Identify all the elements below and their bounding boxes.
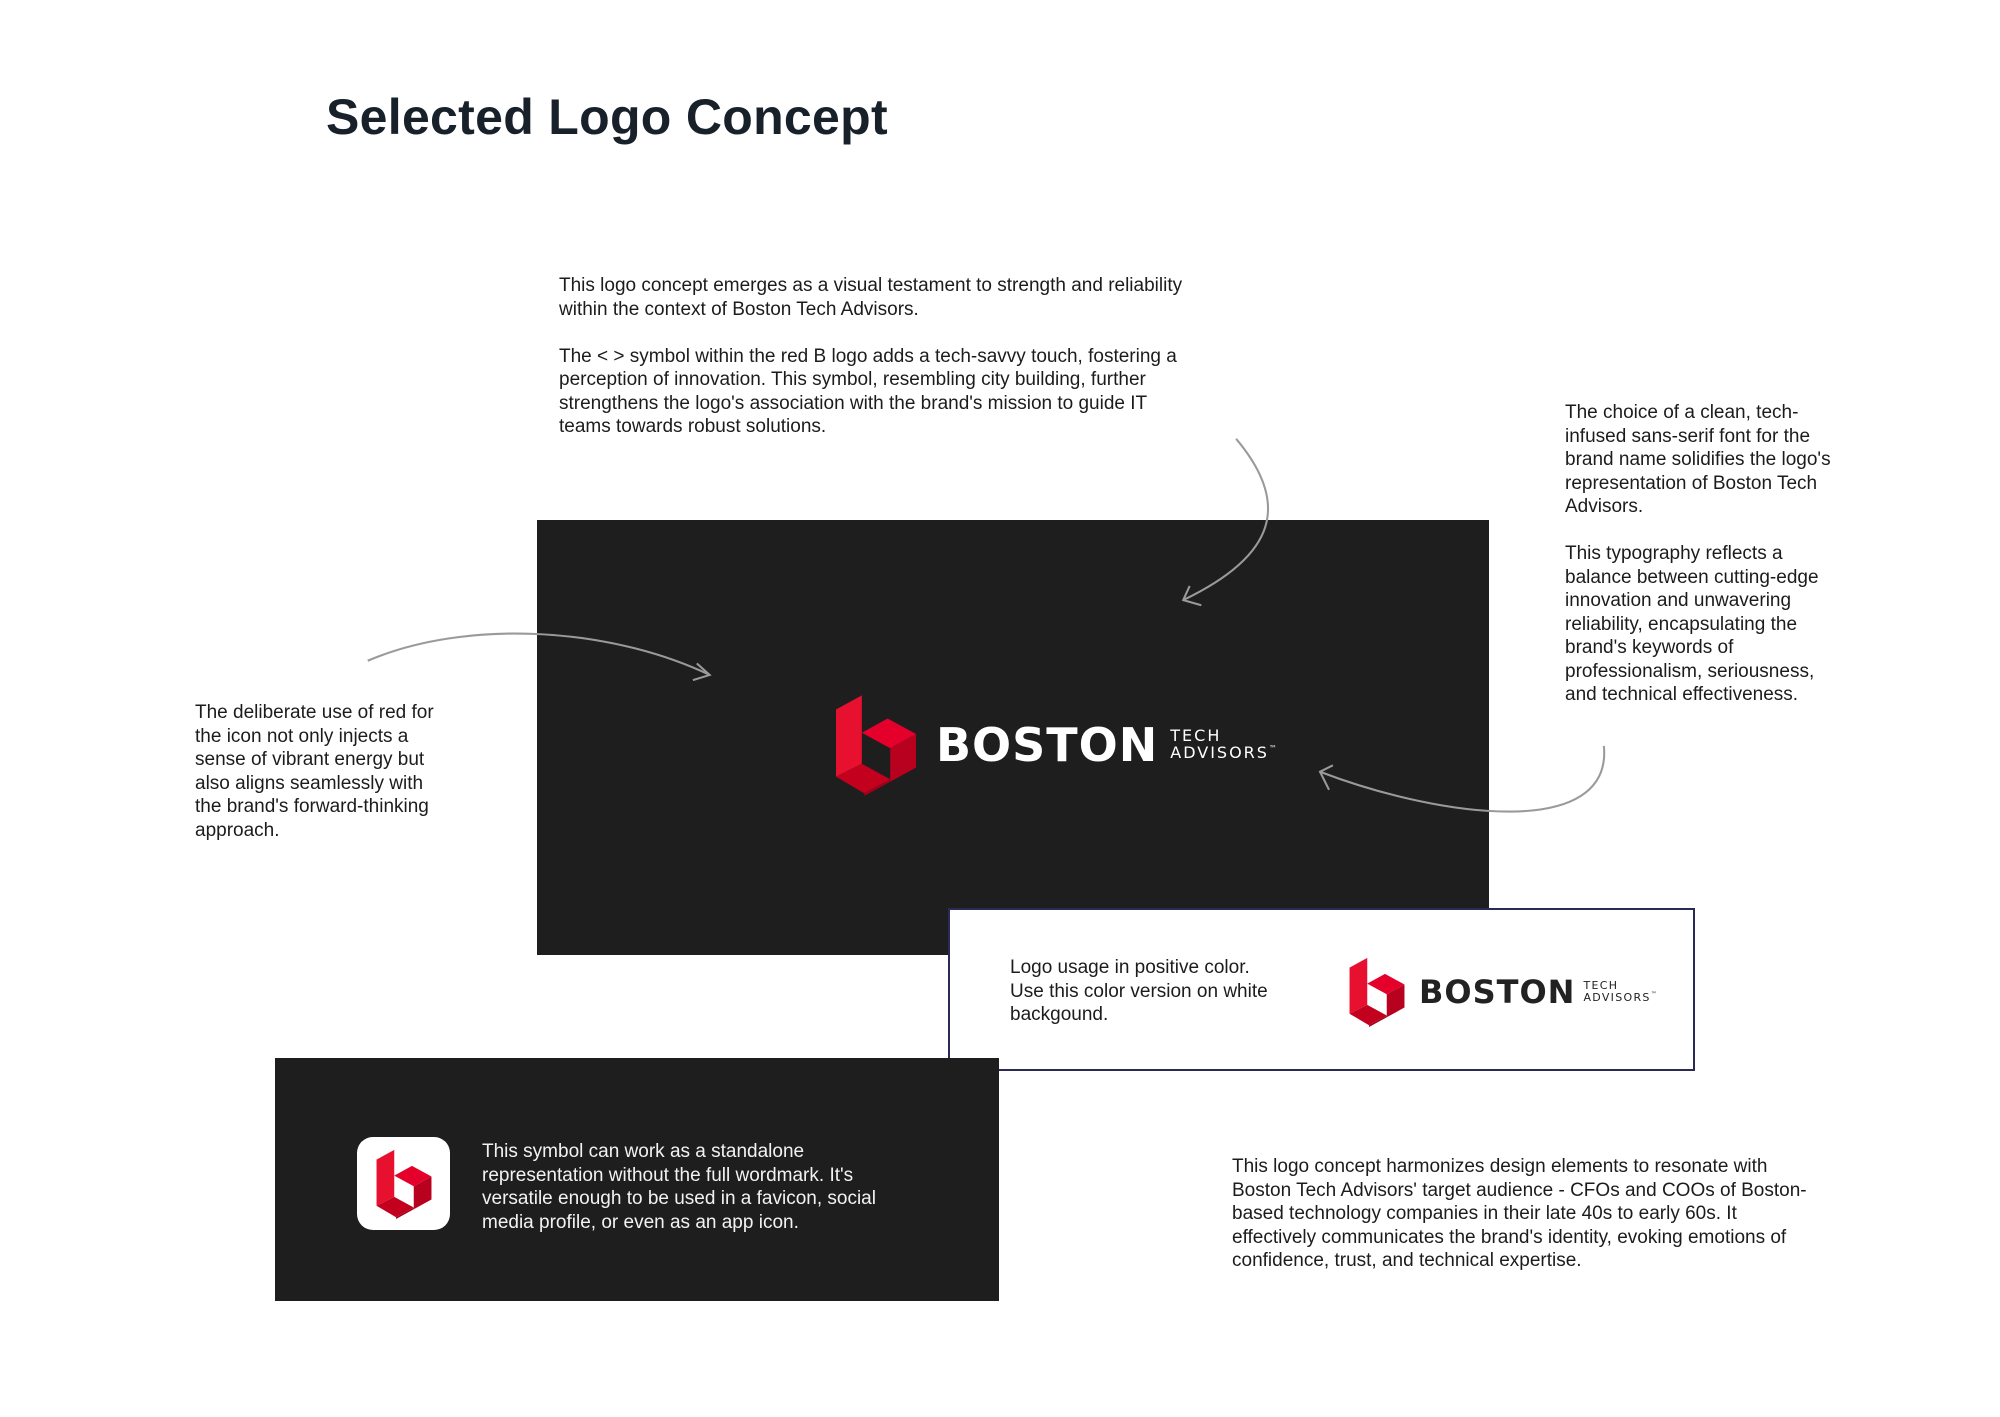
b-logo-icon <box>1349 957 1405 1027</box>
trademark: ™ <box>1268 744 1279 753</box>
logo-subtitle-line1: TECH <box>1583 979 1619 993</box>
app-icon <box>357 1137 450 1230</box>
red-note: The deliberate use of red for the icon not only injects a sense of vibrant energy but also aligns seamlessly with the brand's forward-thinking approach. <box>195 702 434 841</box>
symbol-note: This symbol can work as a standalone representation without the full wordmark. It's versatile enough to be used in a favicon, social media profile, or even as an app icon. <box>482 1141 876 1233</box>
b-logo-icon <box>836 694 916 796</box>
audience-note: This logo concept harmonizes design elements to resonate with Boston Tech Advisors' target audience - CFOs and COOs of Boston-based technology companies in their late 40s to early 60s. It effectively communicates the brand's identity, evoking emotions of confidence, trust, and technical expertise. <box>1232 1156 1807 1271</box>
positive-note: Logo usage in positive color. Use this color version on white backgound. <box>1010 957 1268 1025</box>
typography-paragraph-1: The choice of a clean, tech-infused sans-serif font for the brand name solidifies the logo's representation of Boston Tech Advisors. <box>1565 402 1831 517</box>
logo-wordmark-positive <box>1349 957 1658 1027</box>
logo-name: BOSTON <box>936 718 1159 772</box>
logo-dark-panel <box>537 520 1489 955</box>
logo-wordmark <box>836 694 1279 796</box>
logo-subtitle-line1: TECH <box>1170 726 1222 746</box>
logo-subtitle <box>1583 980 1658 1003</box>
intro-paragraph-2: The < > symbol within the red B logo adds a tech-savvy touch, fostering a perception of innovation. This symbol, resembling city building, further strengthens the logo's association with the brand's mission to guide IT teams towards robust solutions. <box>559 345 1177 437</box>
logo-subtitle-line2: ADVISORS <box>1583 991 1651 1004</box>
trademark: ™ <box>1650 991 1659 998</box>
page-title: Selected Logo Concept <box>326 89 888 145</box>
logo-name: BOSTON <box>1419 973 1576 1011</box>
logo-subtitle <box>1170 728 1279 762</box>
b-logo-icon <box>376 1149 432 1219</box>
symbol-panel <box>275 1058 999 1301</box>
typography-paragraph-2: This typography reflects a balance between cutting-edge innovation and unwavering reliability, encapsulating the brand's keywords of professionalism, seriousness, and technical effectiveness. <box>1565 543 1819 705</box>
intro-paragraph-1: This logo concept emerges as a visual testament to strength and reliability within the context of Boston Tech Advisors. <box>559 275 1183 320</box>
logo-subtitle-line2: ADVISORS <box>1170 743 1269 762</box>
logo-positive-panel <box>948 908 1695 1071</box>
intro-text <box>559 274 1199 462</box>
typography-note <box>1565 401 1840 730</box>
